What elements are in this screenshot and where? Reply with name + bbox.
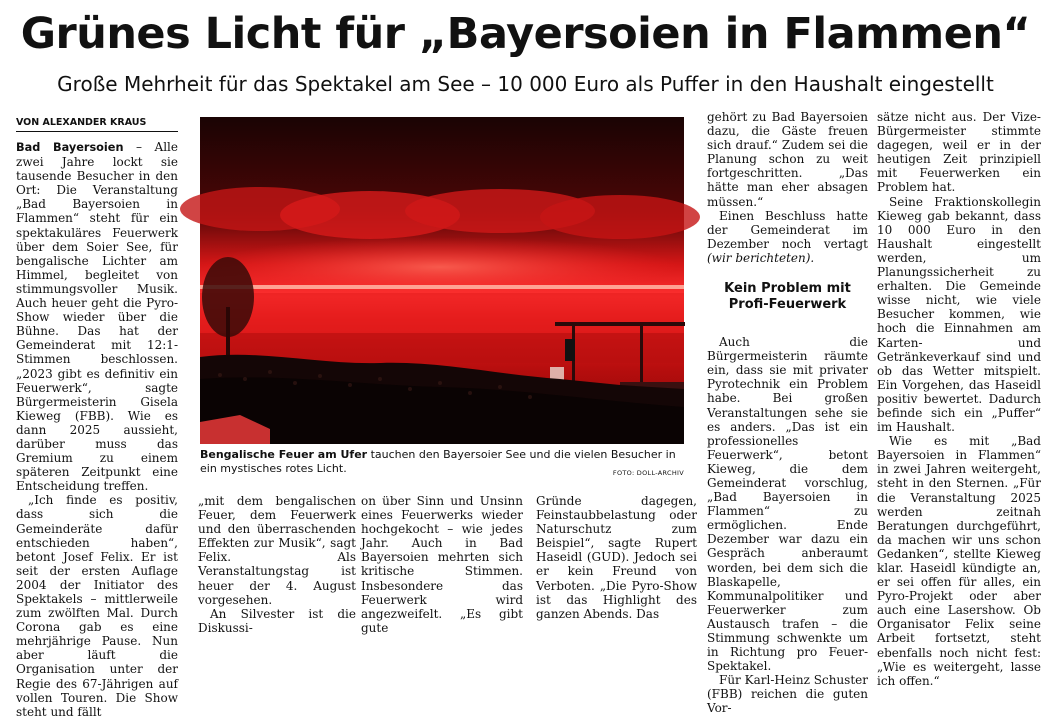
subheadline: Große Mehrheit für das Spektakel am See – 10 000 Euro als Puffer in den Haushalt eingestellt: [57, 72, 994, 96]
lead-text: – Alle zwei Jahre lockt sie tausende Besucher in den Ort: Die Veranstaltung „Bad Bayersoien in Flammen“ steht für ein spektakuläres Feuerwerk über dem Soier See, für bengalische Lichter am Himmel, begleitet von stimmungsvoller Musik. Auch heuer geht die Pyro-Show wieder über die Bühne. Das hat der Gemeinderat mit 12:1-Stimmen beschlossen. „2023 gibt es definitiv ein Feuerwerk“, sagte Bürgermeisterin Gisela Kieweg (FBB). Wie es dann 2025 aussieht, darüber muss das Gremium zu einem späteren Zeitpunkt eine Entscheidung treffen.: [16, 140, 178, 494]
paragraph: Auch die Bürgermeisterin räumte ein, dass sie mit privater Pyrotechnik ein Problem habe. Bei großen Veranstaltungen sehe sie es anders. „Das ist ein professionelles Feuerwerk“, betont Kieweg, die dem Gemeinderat vorschlug, „Bad Bayersoien in Flammen“ zu ermöglichen. Ende Dezember war dazu ein Gespräch anberaumt worden, bei dem sich die Blaskapelle, Kommunalpolitiker und Feuerwerker zum Austausch trafen – die Stimmung schwenkte um in Richtung pro Feuer-Spektakel.: [707, 335, 868, 674]
byline: VON ALEXANDER KRAUS: [16, 117, 178, 132]
paragraph: Seine Fraktionskollegin Kieweg gab bekannt, dass 10 000 Euro in den Haushalt eingestellt werden, um Planungssicherheit zu erhalten. Die Gemeinde wisse nicht, wie viele Besucher kommen, wie hoch die Einnahmen am Karten- und Getränkeverkauf sind und ob das Wetter mitspielt. Ein Vorgehen, das Haseidl positiv bewertet. Dadurch befinde sich ein „Puffer“ im Haushalt.: [877, 194, 1041, 435]
paragraph: Gründe dagegen, Feinstaubbelastung oder Naturschutz zum Beispiel“, sagte Rupert Haseidl (GUD). Jedoch sei er kein Freund von Verboten. „Die Pyro-Show ist das Highlight des ganzen Abends. Das: [536, 494, 697, 621]
caption-bold: Bengalische Feuer am Ufer: [200, 448, 368, 461]
lead-paragraph: [16, 140, 178, 493]
reference-note: (wir berichteten).: [707, 250, 815, 265]
article-photo: [200, 117, 684, 444]
article-column-2: [198, 494, 356, 635]
article-column-4: [536, 494, 697, 621]
paragraph: gehört zu Bad Bayersoien dazu, die Gäste freuen sich drauf.“ Zudem sei die Planung schon zu weit fortgeschritten. „Das hätte man eher absagen müssen.“: [707, 110, 868, 209]
paragraph: An Silvester ist die Diskussi-: [198, 606, 356, 635]
paragraph: Wie es mit „Bad Bayersoien in Flammen“ in zwei Jahren weitergeht, steht in den Sternen. „Für die Veranstaltung 2025 werden zeitnah Beratungen durchgeführt, da machen wir uns schon Gedanken“, stellte Kieweg klar. Haseidl kündigte an, er sei offen für alles, ein Pyro-Projekt oder aber auch eine Lasershow. Ob Organisator Felix seine Arbeit fortsetzt, steht ebenfalls noch nicht fest: „Wie es weitergeht, lasse ich offen.“: [877, 434, 1041, 688]
paragraph: „Ich finde es positiv, dass sich die Gemeinderäte dafür entschieden haben“, betont Josef Felix. Er ist seit der ersten Auflage 2004 der Initiator des Spektakels – mittlerweile zum zwölften Mal. Durch Corona gab es eine mehrjährige Pause. Nun aber läuft die Organisation unter der Regie des 67-Jährigen auf vollen Touren. Die Show steht und fällt: [16, 493, 178, 719]
caption-text: tauchen den Bayersoier See und die vielen Besucher in ein mystisches rotes Licht.: [200, 448, 676, 475]
paragraph-text: Einen Beschluss hatte der Gemeinderat im Dezember noch vertagt: [707, 208, 868, 251]
article-column-1: [16, 140, 178, 719]
headline: Grünes Licht für „Bayersoien in Flammen“: [20, 9, 1031, 59]
article-column-5: [707, 110, 868, 716]
article-column-3: [361, 494, 523, 635]
article-column-6: [877, 110, 1041, 688]
photo-credit: FOTO: DOLL-ARCHIV: [612, 469, 684, 477]
paragraph: Für Karl-Heinz Schuster (FBB) reichen die guten Vor-: [707, 673, 868, 716]
paragraph: [707, 209, 868, 265]
fireworks-lake-image: [200, 117, 684, 444]
section-subtitle: Kein Problem mit Profi-Feuerwerk: [724, 281, 851, 313]
lead-place: Bad Bayersoien: [16, 141, 124, 154]
paragraph: on über Sinn und Unsinn eines Feuerwerks wieder hochgekocht – wie jedes Jahr. Auch in Bad Bayersoien mehrten sich kritische Stimmen. Insbesondere das Feuerwerk wird angezweifelt. „Es gibt gute: [361, 494, 523, 635]
paragraph: sätze nicht aus. Der Vize-Bürgermeister stimmte dagegen, weil er in der heutigen Zeit prinzipiell mit Feuerwerken ein Problem hat.: [877, 110, 1041, 195]
paragraph: „mit dem bengalischen Feuer, dem Feuerwerk und den überraschenden Effekten zur Musik“, sagt Felix. Als Veranstaltungstag ist heuer der 4. August vorgesehen.: [198, 494, 356, 607]
